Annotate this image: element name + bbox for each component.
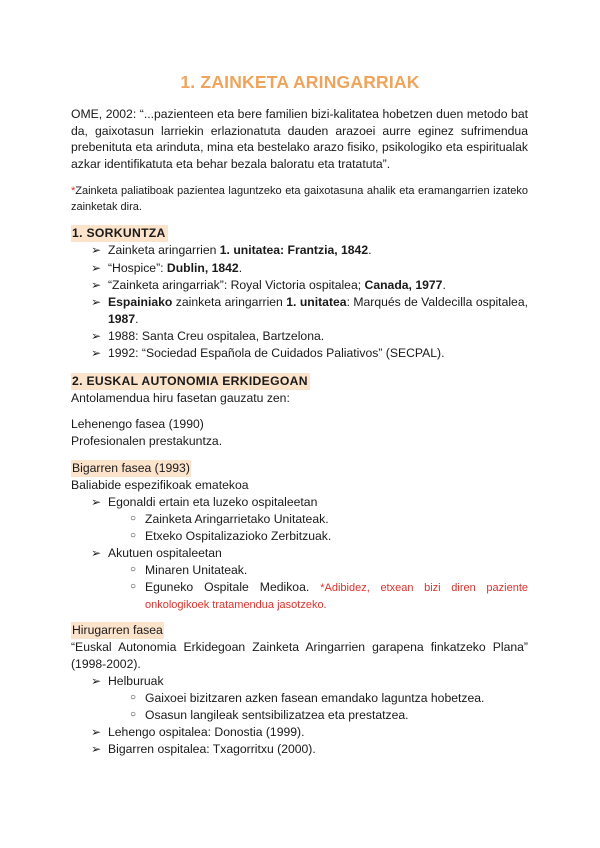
arrow-bullet-icon: ➢ [91, 243, 102, 257]
palliative-note [71, 183, 528, 215]
page-title: 1. ZAINKETA ARINGARRIAK [180, 72, 420, 92]
arrow-bullet-icon: ➢ [91, 495, 102, 509]
circle-bullet-icon: ○ [130, 564, 137, 575]
note-text: Zainketa paliatiboak pazientea laguntzeko eta gaixotasuna ahalik eta eramangarrien izateko zainketak dira. [71, 185, 528, 213]
phase2-text: Baliabide espezifikoak ematekoa [71, 478, 249, 492]
arrow-bullet-icon: ➢ [91, 261, 102, 275]
section-heading-sorkuntza: 1. SORKUNTZA [72, 226, 166, 240]
arrow-bullet-icon: ➢ [91, 295, 102, 309]
circle-bullet-icon: ○ [130, 692, 137, 703]
example-note: *Adibidez, etxean bizi diren paziente onkologikoek tratamendua jasotzeko. [145, 582, 528, 611]
note-star: * [71, 185, 76, 197]
circle-bullet-icon: ○ [130, 709, 137, 720]
arrow-bullet-icon: ➢ [91, 725, 102, 739]
arrow-bullet-icon: ➢ [91, 329, 102, 343]
circle-bullet-icon: ○ [130, 581, 137, 592]
section-heading-eae: 2. EUSKAL AUTONOMIA ERKIDEGOAN [72, 374, 308, 388]
phase1-title: Lehenengo fasea (1990) [71, 417, 204, 431]
circle-bullet-icon: ○ [130, 513, 137, 524]
arrow-bullet-icon: ➢ [91, 346, 102, 360]
arrow-bullet-icon: ➢ [91, 546, 102, 560]
arrow-bullet-icon: ➢ [91, 742, 102, 756]
document-page: 1. ZAINKETA ARINGARRIAK OME, 2002: “...pazienteen eta bere familien bizi-kalitatea hobetzen duen metodo bat da, gaixotasun larriekin erlazionatuta dauden arazoei aurre eginez sufrimendua prebenituta eta arinduta, mina eta bestelako arazo fisiko, psikologiko eta espiritualak azkar identifikatuta eta behar bezala baloratu eta tratatuta”. *Zainketa paliatiboak pazientea laguntzeko eta gaixotasuna ahalik eta eramangarrien izateko zainketak dira. 1. SORKUNTZA ➢ Zainketa aringarrien 1. unitatea: Frantzia, 1842. ➢ “Hospice”: Dublin, 1842. ➢ “Zainketa aringarriak”: Royal Victoria ospitalea; Canada, 1977. ➢ Espainiako zainketa aringarrien 1. unitatea: Marqués de Valdecilla ospitalea, 1987. ➢ 1988: Santa Creu ospitalea, Bartzelona. ➢ 1992: “Sociedad Española de Cuidados Paliativos” (SECPAL). 2. EUSKAL AUTONOMIA ERKIDEGOAN Antolamendua hiru fasetan gauzatu zen: Lehenengo fasea (1990) Profesionalen prestakuntza. Bigarren fasea (1993) Baliabide espezifikoak ematekoa ➢ Egonaldi ertain eta luzeko ospitaleetan ○ Zainketa Aringarrietako Unitateak. ○ Etxeko Ospitalizazioko Zerbitzuak. ➢ Akutuen ospitaleetan ○ Minaren Unitateak. ○ Eguneko Ospitale Medikoa. *Adibidez, etxean bizi diren paziente onkologikoek tratamendua jasotzeko. Hirugarren fasea “Euskal Autonomia Erkidegoan Zainketa Aringarrien garapena finkatzeko Plana” (1998-2002). ➢ Helburuak ○ Gaixoei bizitzaren azken fasean emandako laguntza hobetzea. ○ Osasun langileak sentsibilizatzea eta prestatzea. ➢ Lehengo ospitalea: Donostia (1999). ➢ Bigarren ospitalea: Txagorritxu (2000). [0, 0, 600, 848]
section2-intro: Antolamendua hiru fasetan gauzatu zen: [71, 391, 290, 405]
arrow-bullet-icon: ➢ [91, 674, 102, 688]
phase1-text: Profesionalen prestakuntza. [71, 434, 223, 448]
phase3-text: “Euskal Autonomia Erkidegoan Zainketa Aringarrien garapena finkatzeko Plana” (1998-2002). [71, 640, 528, 671]
circle-bullet-icon: ○ [130, 530, 137, 541]
phase2-title: Bigarren fasea (1993) [72, 461, 190, 475]
phase3-title: Hirugarren fasea [72, 623, 163, 637]
arrow-bullet-icon: ➢ [91, 278, 102, 292]
intro-paragraph: OME, 2002: “...pazienteen eta bere familien bizi-kalitatea hobetzen duen metodo bat da, gaixotasun larriekin erlazionatuta dauden arazoei aurre eginez sufrimendua prebenituta eta arinduta, mina eta bestelako arazo fisiko, psikologiko eta espiritualak azkar identifikatuta eta behar bezala baloratu eta tratatuta”. [71, 107, 528, 171]
